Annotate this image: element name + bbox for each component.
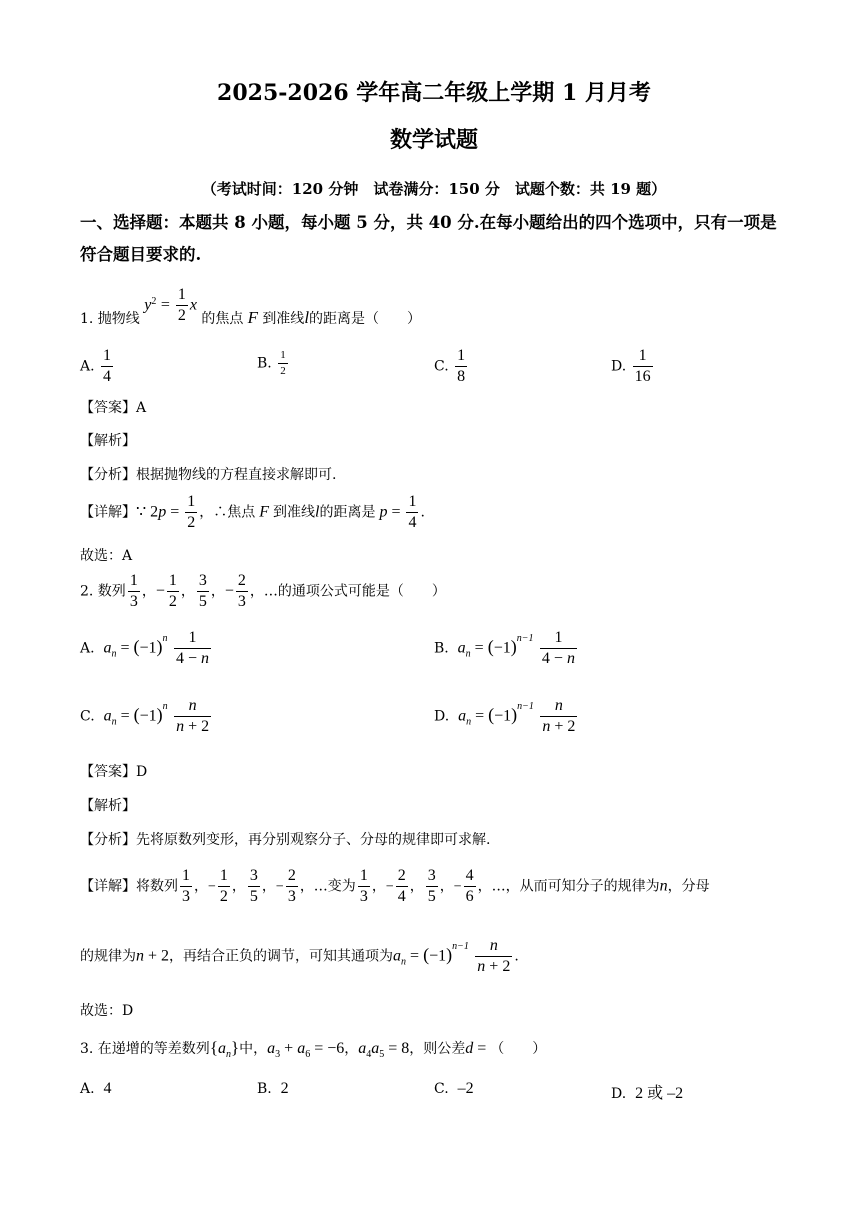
q2-option-b: B. $a_n = (-1)^{n-1}$ $\frac{1}{4 - n}$ <box>434 629 575 667</box>
q3-option-a: A. 4 <box>80 1080 112 1097</box>
q1-answer: 【答案】A <box>80 400 147 416</box>
exam-subtitle: 数学试题 <box>389 127 478 153</box>
q2-answer: 【答案】D <box>80 764 148 780</box>
q1-option-d: D. $\frac{1}{16}$ <box>611 347 651 385</box>
question-1-stem: 1. 抛物线 $y^2$ = $\frac{1}{2}$ x 的焦点 F 到准线l的距离是（ ） <box>80 286 422 327</box>
q1-option-a: A. $\frac{1}{4}$ <box>80 347 112 385</box>
q2-fenxi: 【分析】先将原数列变形，再分别观察分子、分母的规律即可求解. <box>80 832 491 848</box>
q1-analysis-label: 【解析】 <box>80 433 136 449</box>
exam-title: 2025-2026 学年高二年级上学期 1 月月考 <box>217 80 651 106</box>
q2-option-a: A. $a_n = (-1)^n$ $\frac{1}{4 - n}$ <box>80 629 210 667</box>
q2-choose: 故选：D <box>80 1003 134 1019</box>
question-2-stem: 2. 数列 $\frac{1}{3}$ ，− $\frac{1}{2}$ ， $\frac{3}{5}$ ，− $\frac{2}{3}$ ，…的通项公式可能是（ ） <box>80 572 446 610</box>
q3-option-b: B. 2 <box>257 1080 289 1097</box>
q3-option-c: C. –2 <box>434 1080 474 1097</box>
q2-detail-line2: 的规律为n + 2，再结合正负的调节，可知其通项为$a_n = (-1)^{n-1}$ $\frac{n}{n + 2}$ . <box>80 937 519 975</box>
q2-option-c: C. $a_n = (-1)^n$ $\frac{n}{n + 2}$ <box>80 697 210 735</box>
question-3-stem: 3. 在递增的等差数列$\{a_n\}$中，$a_3 + a_6 = -6$，$a_4a_5 = 8$，则公差d = （ ） <box>80 1038 547 1060</box>
section-heading: 一、选择题：本题共 8 小题，每小题 5 分，共 40 分.在每小题给出的四个选项中，只有一项是符合题目要求的. <box>80 213 777 264</box>
q1-option-b: B. $\frac{1}{2}$ <box>257 349 286 377</box>
q2-option-d: D. $a_n = (-1)^{n-1}$ $\frac{n}{n + 2}$ <box>434 697 576 735</box>
q2-analysis-label: 【解析】 <box>80 798 136 814</box>
q2-detail-line1: 【详解】将数列 $\frac{1}{3}$ ，− $\frac{1}{2}$ ， $\frac{3}{5}$ ，− $\frac{2}{3}$ ，…变为 $\frac{1}{3}$ ，− $\frac{2}{4}$ ， $\frac{3}{5}$ ，− $\frac{4}{6}$ ，…，从而可知分子的规律为n，分母 <box>80 867 710 905</box>
q1-fenxi: 【分析】根据抛物线的方程直接求解即可. <box>80 467 337 483</box>
q3-option-d: D. 2 或 –2 <box>611 1085 684 1102</box>
q1-option-c: C. $\frac{1}{8}$ <box>434 347 466 385</box>
q1-choose: 故选：A <box>80 548 133 564</box>
q1-detail: 【详解】∵ 2p = $\frac{1}{2}$ ，∴焦点 F 到准线l的距离是 p = $\frac{1}{4}$ . <box>80 493 425 531</box>
exam-meta: （考试时间：120 分钟 试卷满分：150 分 试题个数：共 19 题） <box>201 180 667 198</box>
